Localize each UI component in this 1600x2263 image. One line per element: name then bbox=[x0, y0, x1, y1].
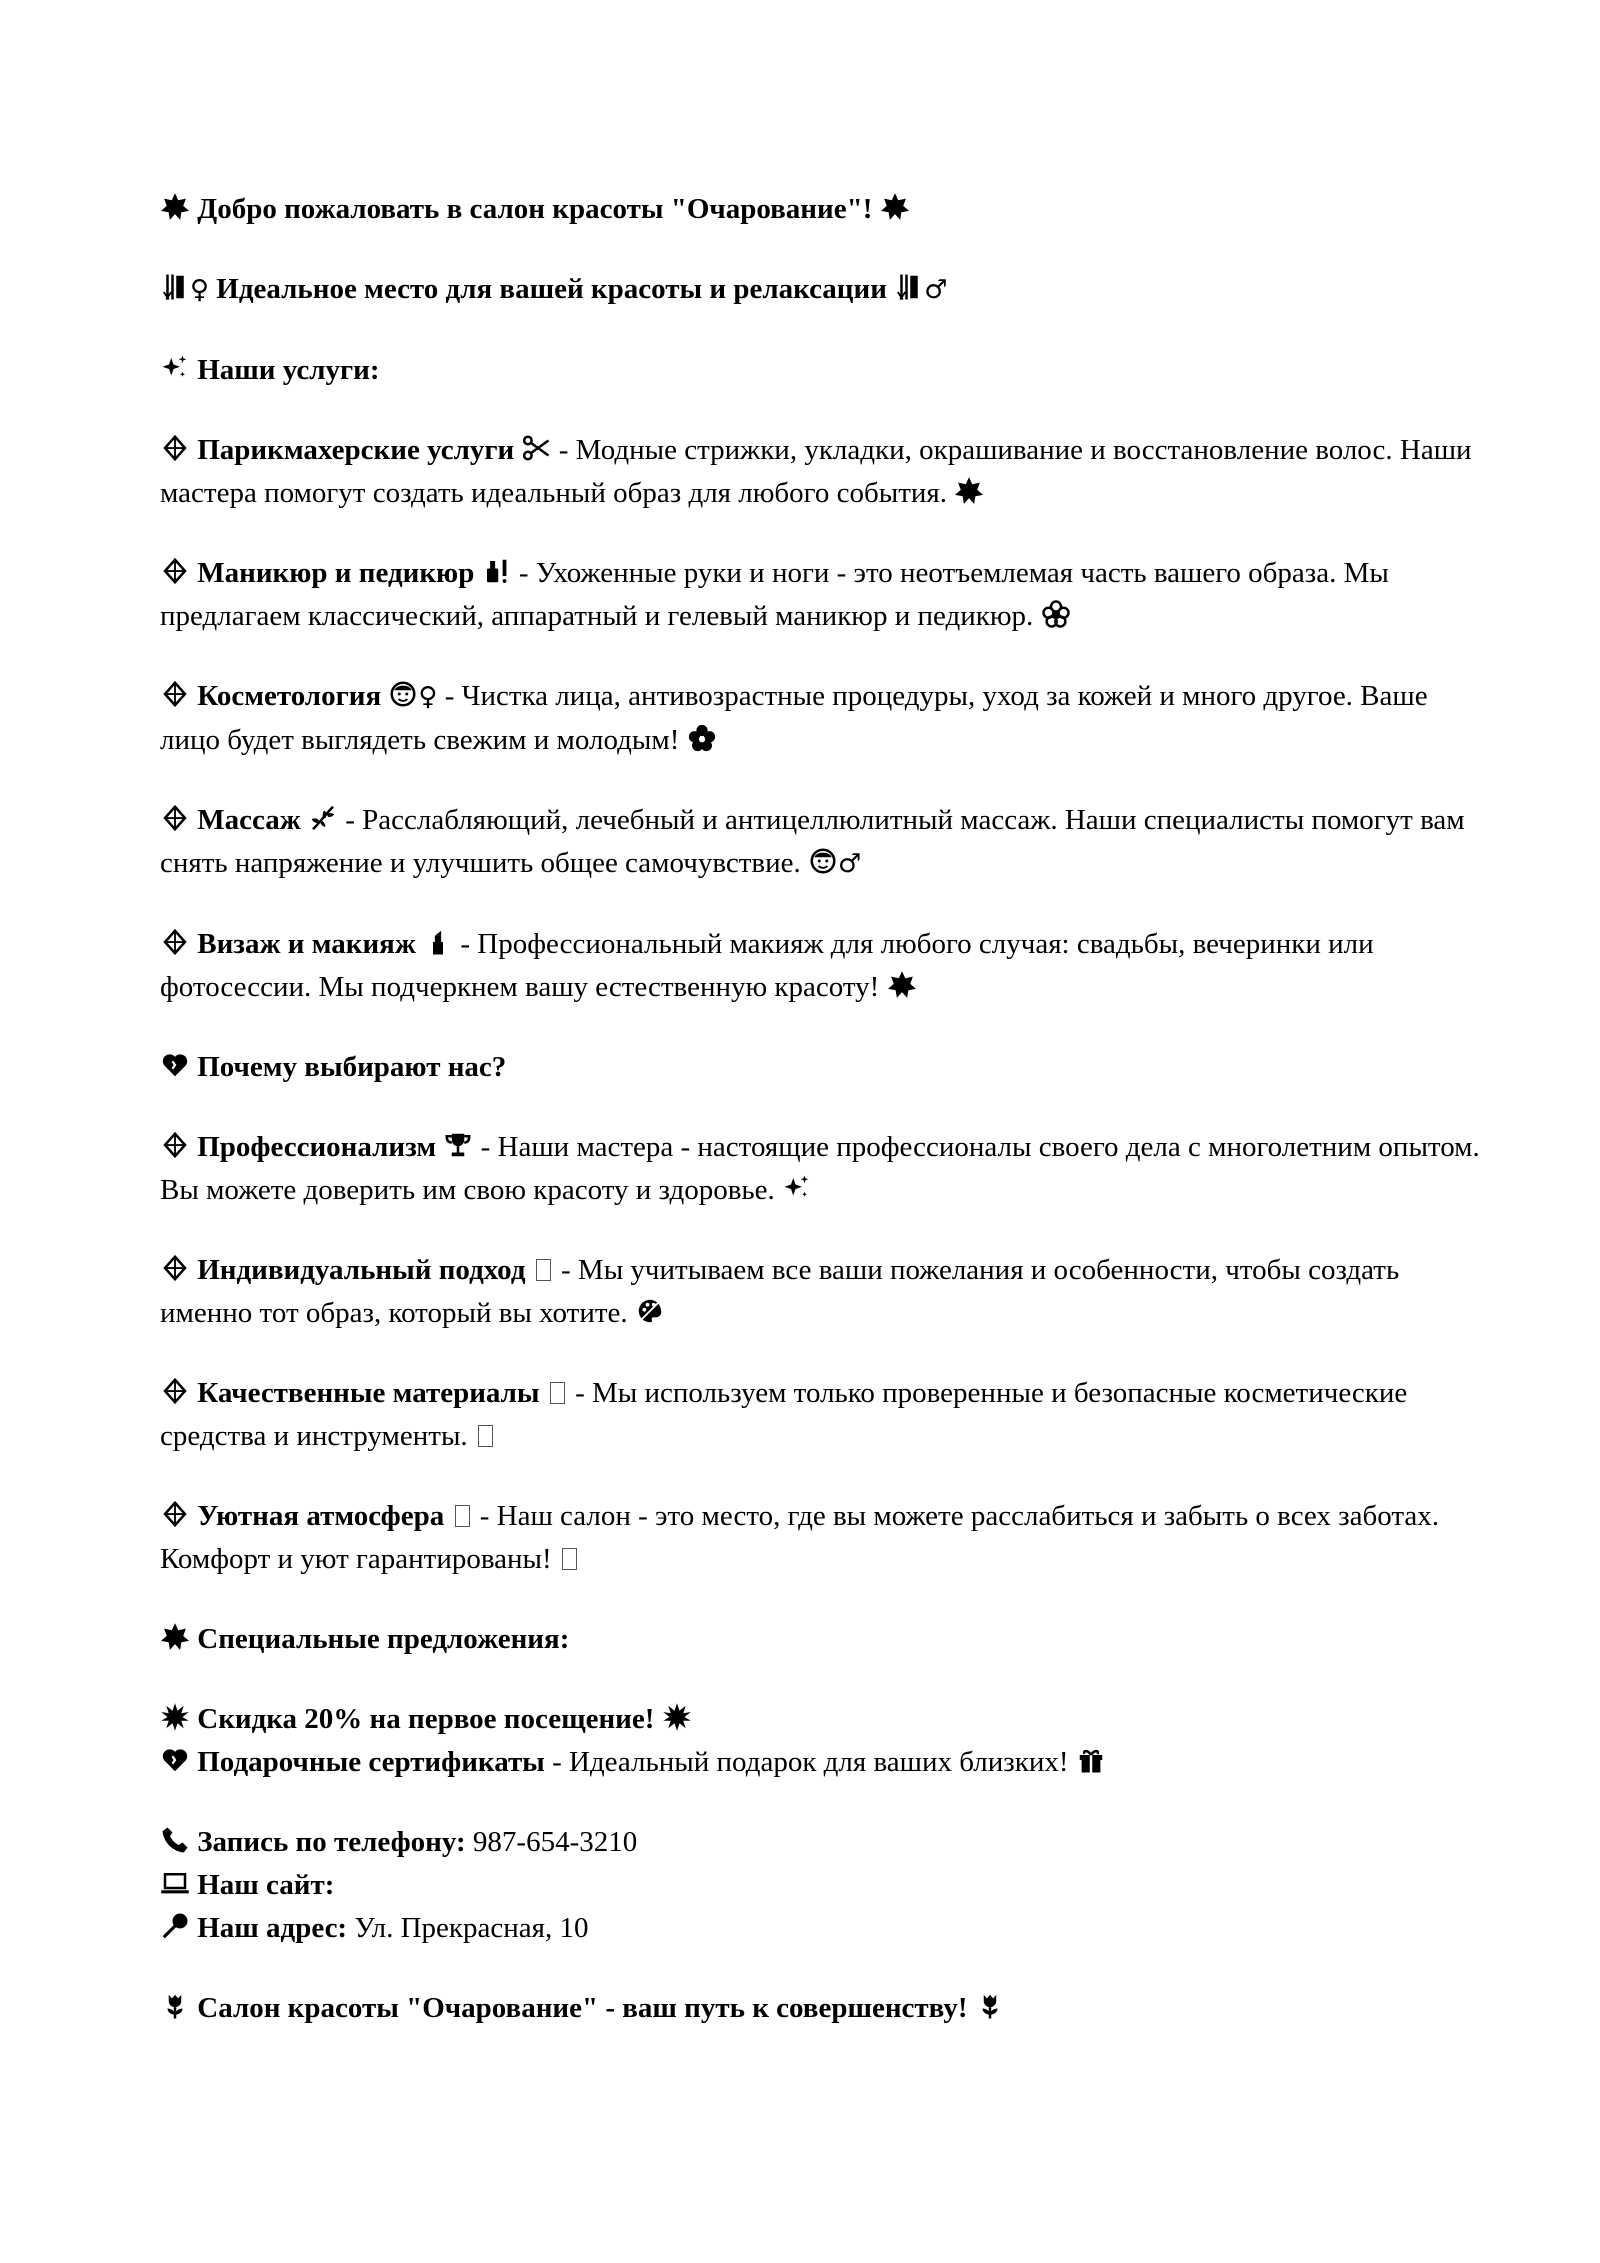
offers-block bbox=[160, 1698, 1490, 1784]
star-icon bbox=[160, 192, 190, 222]
herb-icon bbox=[308, 803, 338, 833]
face-icon bbox=[808, 846, 838, 876]
services-heading: Наши услуги: bbox=[197, 354, 380, 386]
hair-salon-icon bbox=[894, 272, 924, 302]
welcome-line bbox=[160, 188, 1490, 231]
missing-glyph-icon bbox=[455, 1505, 470, 1527]
burst-icon bbox=[662, 1702, 692, 1732]
service-title: Маникюр и педикюр bbox=[197, 557, 475, 589]
male-sign-icon: ♂ bbox=[838, 849, 862, 879]
why-item bbox=[160, 1126, 1490, 1212]
why-title: Индивидуальный подход bbox=[197, 1254, 526, 1286]
site-line bbox=[160, 1864, 1490, 1907]
service-text: - Ухоженные руки и ноги - это неотъемлемая часть вашего образа. Мы предлагаем классический, аппаратный и гелевый маникюр и педикюр. bbox=[160, 557, 1389, 632]
why-title: Профессионализм bbox=[197, 1131, 437, 1163]
heart-icon bbox=[160, 1050, 190, 1080]
why-heading-line bbox=[160, 1046, 1490, 1089]
why-item bbox=[160, 1495, 1490, 1581]
hair-salon-icon bbox=[160, 272, 190, 302]
phone-label: Запись по телефону: bbox=[197, 1826, 466, 1858]
why-text: - Мы учитываем все ваши пожелания и особенности, чтобы создать именно тот образ, который вы хотите. bbox=[160, 1254, 1400, 1329]
service-title: Визаж и макияж bbox=[197, 928, 416, 960]
offers-heading-line bbox=[160, 1618, 1490, 1661]
service-text: - Модные стрижки, укладки, окрашивание и восстановление волос. Наши мастера помогут создать идеальный образ для любого события. bbox=[160, 434, 1472, 509]
diamond-bullet-icon bbox=[160, 1130, 190, 1160]
diamond-bullet-icon bbox=[160, 556, 190, 586]
diamond-bullet-icon bbox=[160, 803, 190, 833]
discount-line bbox=[160, 1698, 1490, 1741]
services-heading-line bbox=[160, 349, 1490, 392]
pin-icon bbox=[160, 1911, 190, 1941]
lipstick-icon bbox=[423, 927, 453, 957]
flower-icon bbox=[687, 723, 717, 753]
tulip-icon bbox=[160, 1991, 190, 2021]
star-icon bbox=[880, 192, 910, 222]
male-sign-icon: ♂ bbox=[924, 275, 948, 305]
document-page bbox=[160, 188, 1490, 2030]
phone-line bbox=[160, 1821, 1490, 1864]
address-value: Ул. Прекрасная, 10 bbox=[347, 1912, 589, 1944]
contacts-block bbox=[160, 1821, 1490, 1950]
female-sign-icon: ♀ bbox=[190, 275, 210, 305]
diamond-bullet-icon bbox=[160, 679, 190, 709]
service-item bbox=[160, 429, 1490, 515]
star-icon bbox=[887, 970, 917, 1000]
missing-glyph-icon bbox=[536, 1259, 551, 1281]
service-title: Массаж bbox=[197, 804, 301, 836]
address-line bbox=[160, 1907, 1490, 1950]
phone-icon bbox=[160, 1825, 190, 1855]
missing-glyph-icon bbox=[562, 1548, 577, 1570]
why-title: Уютная атмосфера bbox=[197, 1500, 445, 1532]
missing-glyph-icon bbox=[550, 1382, 565, 1404]
phone-value: 987-654-3210 bbox=[465, 1826, 638, 1858]
heart-icon bbox=[160, 1745, 190, 1775]
palette-icon bbox=[635, 1296, 665, 1326]
face-icon bbox=[388, 679, 418, 709]
service-title: Косметология bbox=[197, 680, 382, 712]
welcome-title: Добро пожаловать в салон красоты "Очарование"! bbox=[197, 193, 873, 225]
discount-text: Скидка 20% на первое посещение! bbox=[197, 1703, 655, 1735]
footer-slogan: Салон красоты "Очарование" - ваш путь к совершенству! bbox=[197, 1992, 968, 2024]
why-heading: Почему выбирают нас? bbox=[197, 1051, 507, 1083]
service-item bbox=[160, 799, 1490, 886]
star-icon bbox=[160, 1622, 190, 1652]
diamond-bullet-icon bbox=[160, 1376, 190, 1406]
trophy-icon bbox=[443, 1130, 473, 1160]
service-text: - Профессиональный макияж для любого случая: свадьбы, вечеринки или фотосессии. Мы подчеркнем вашу естественную красоту! bbox=[160, 928, 1374, 1003]
why-item bbox=[160, 1249, 1490, 1335]
tulip-icon bbox=[975, 1991, 1005, 2021]
diamond-bullet-icon bbox=[160, 1253, 190, 1283]
sparkles-icon bbox=[160, 353, 190, 383]
site-label: Наш сайт: bbox=[197, 1869, 335, 1901]
tagline: Идеальное место для вашей красоты и релаксации bbox=[216, 273, 887, 305]
star-icon bbox=[954, 476, 984, 506]
nail-polish-icon bbox=[482, 556, 512, 586]
address-label: Наш адрес: bbox=[197, 1912, 348, 1944]
why-text: - Наши мастера - настоящие профессионалы своего дела с многолетним опытом. Вы можете доверить им свою красоту и здоровье. bbox=[160, 1131, 1480, 1206]
why-text: - Мы используем только проверенные и безопасные косметические средства и инструменты. bbox=[160, 1377, 1408, 1452]
gift-title: Подарочные сертификаты bbox=[197, 1746, 545, 1778]
service-title: Парикмахерские услуги bbox=[197, 434, 515, 466]
service-item bbox=[160, 552, 1490, 638]
female-sign-icon: ♀ bbox=[418, 682, 438, 712]
tagline-line bbox=[160, 268, 1490, 312]
service-text: - Расслабляющий, лечебный и антицеллюлитный массаж. Наши специалисты помогут вам снять напряжение и улучшить общее самочувствие. bbox=[160, 804, 1465, 879]
diamond-bullet-icon bbox=[160, 1499, 190, 1529]
service-item bbox=[160, 675, 1490, 762]
sparkles-icon bbox=[782, 1173, 812, 1203]
service-text: - Чистка лица, антивозрастные процедуры, уход за кожей и много другое. Ваше лицо будет выглядеть свежим и молодым! bbox=[160, 680, 1428, 756]
offers-heading: Специальные предложения: bbox=[197, 1623, 570, 1655]
why-text: - Наш салон - это место, где вы можете расслабиться и забыть о всех заботах. Комфорт и уют гарантированы! bbox=[160, 1500, 1440, 1575]
laptop-icon bbox=[160, 1868, 190, 1898]
why-item bbox=[160, 1372, 1490, 1458]
why-title: Качественные материалы bbox=[197, 1377, 540, 1409]
gift-text: - Идеальный подарок для ваших близких! bbox=[544, 1746, 1069, 1778]
diamond-bullet-icon bbox=[160, 433, 190, 463]
footer-line bbox=[160, 1987, 1490, 2030]
gift-line bbox=[160, 1741, 1490, 1784]
service-item bbox=[160, 923, 1490, 1009]
burst-icon bbox=[160, 1702, 190, 1732]
gift-icon bbox=[1076, 1745, 1106, 1775]
blossom-icon bbox=[1041, 599, 1071, 629]
missing-glyph-icon bbox=[478, 1425, 493, 1447]
scissors-icon bbox=[521, 433, 551, 463]
diamond-bullet-icon bbox=[160, 927, 190, 957]
